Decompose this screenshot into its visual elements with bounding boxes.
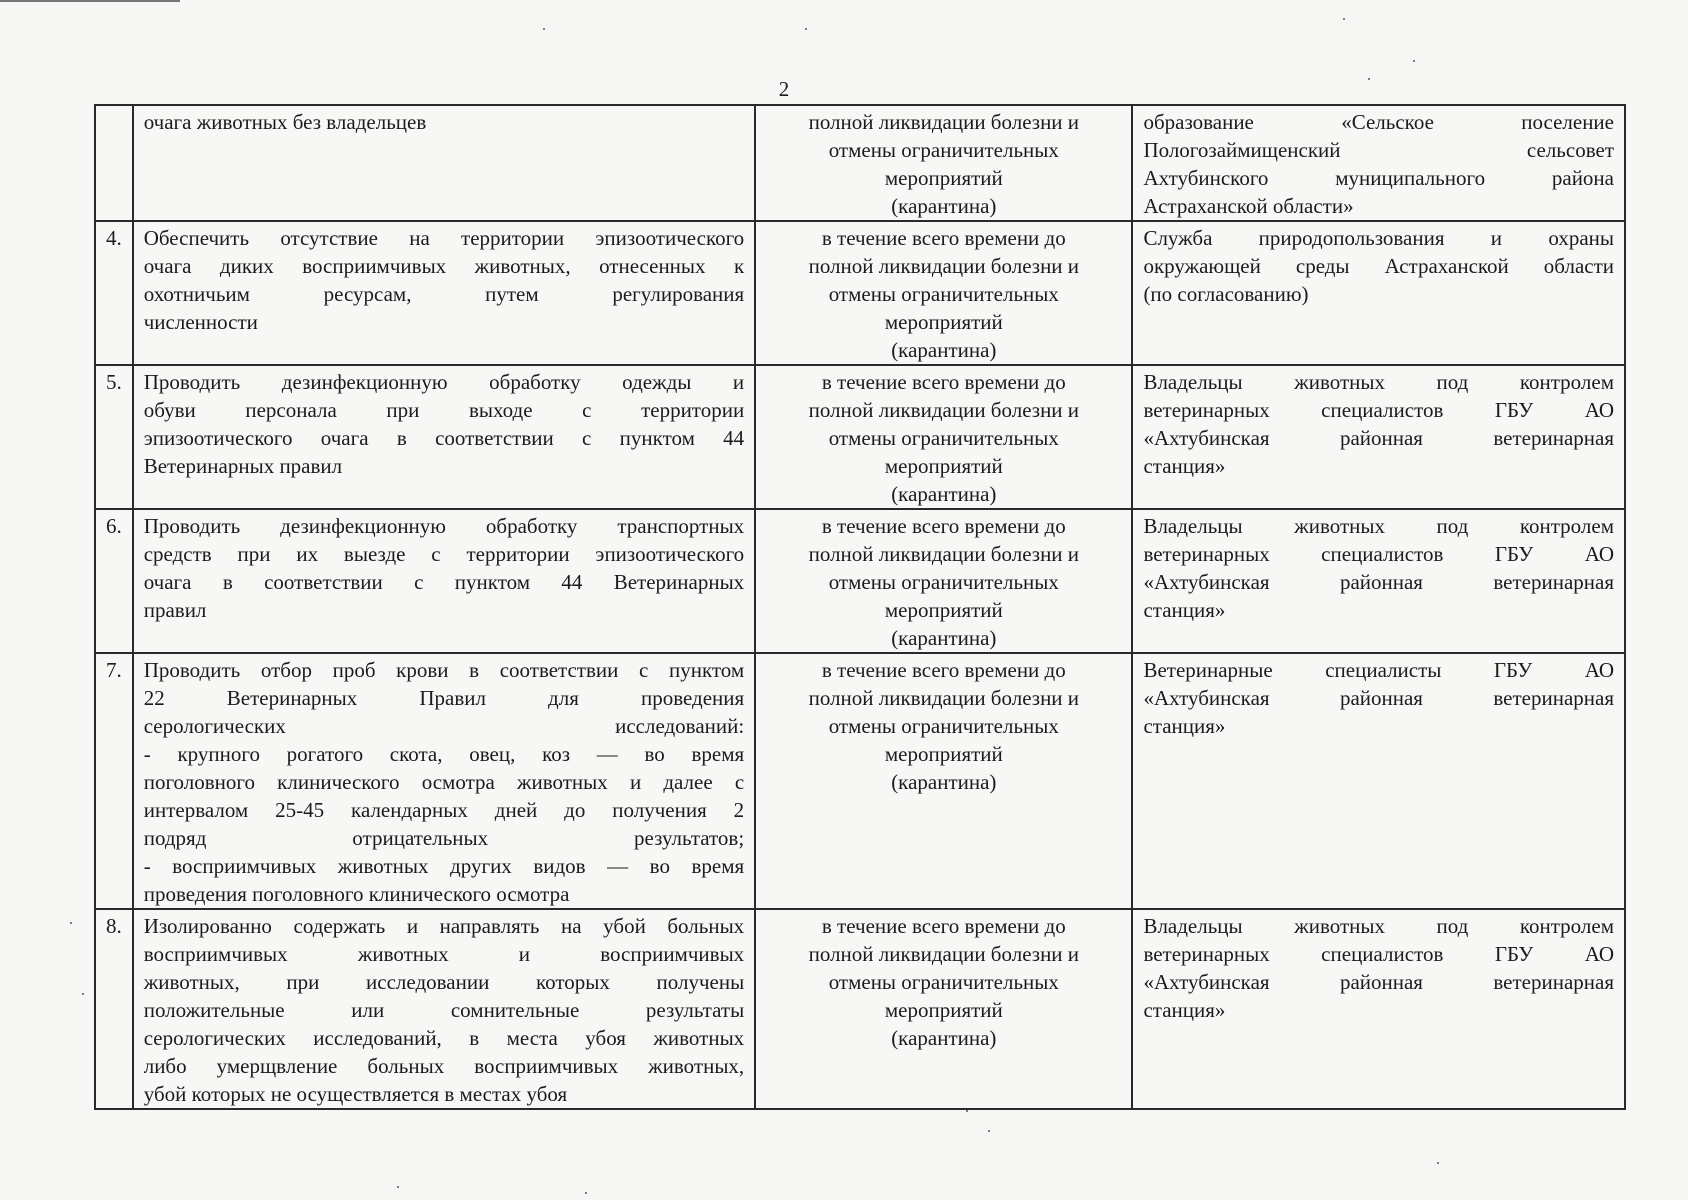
responsible-cell <box>1132 221 1625 365</box>
scan-speck <box>543 28 545 30</box>
term-line: полной ликвидации болезни и <box>808 110 1080 134</box>
measure-cell <box>133 909 755 1109</box>
responsible-line: станция» <box>1143 998 1226 1022</box>
measure-line: Проводить отбор проб крови в соответствии с пунктом <box>143 658 745 682</box>
measure-line: либо умерщвление больных восприимчивых животных, <box>143 1054 745 1078</box>
term-line: отмены ограничительных <box>828 138 1059 162</box>
term-line: в течение всего времени до <box>821 226 1066 250</box>
term-cell <box>755 365 1132 509</box>
measure-line: серологических исследований: <box>143 714 745 738</box>
term-cell <box>755 105 1132 221</box>
responsible-cell <box>1132 909 1625 1109</box>
responsible-line: станция» <box>1143 714 1226 738</box>
term-line: мероприятий <box>884 310 1003 334</box>
measure-line: серологических исследований, в места убоя животных <box>143 1026 745 1050</box>
responsible-line: Владельцы животных под контролем <box>1143 370 1614 394</box>
scan-speck <box>82 993 84 995</box>
responsible-line: ветеринарных специалистов ГБУ АО <box>1143 398 1614 422</box>
scan-speck <box>397 1186 399 1188</box>
measure-cell <box>133 105 755 221</box>
scan-speck <box>1437 1162 1439 1164</box>
measure-line: Проводить дезинфекционную обработку транспортных <box>143 514 745 538</box>
page-number: 2 <box>778 77 790 101</box>
responsible-cell <box>1132 105 1625 221</box>
responsible-line: Ветеринарные специалисты ГБУ АО <box>1143 658 1614 682</box>
measure-line: обуви персонала при выходе с территории <box>143 398 745 422</box>
responsible-line: (по согласованию) <box>1143 282 1309 306</box>
measure-line: очага диких восприимчивых животных, отнесенных к <box>143 254 745 278</box>
measure-line: - крупного рогатого скота, овец, коз — во время <box>143 742 745 766</box>
responsible-line: образование «Сельское поселение <box>1143 110 1614 134</box>
responsible-line: «Ахтубинская районная ветеринарная <box>1143 970 1614 994</box>
responsible-line: станция» <box>1143 454 1226 478</box>
term-line: (карантина) <box>891 482 997 506</box>
measure-line: эпизоотического очага в соответствии с пунктом 44 <box>143 426 745 450</box>
term-line: полной ликвидации болезни и <box>808 942 1080 966</box>
responsible-line: ветеринарных специалистов ГБУ АО <box>1143 542 1614 566</box>
scan-speck <box>988 1130 990 1132</box>
scan-speck <box>585 1192 587 1194</box>
measure-line: Обеспечить отсутствие на территории эпизоотического <box>143 226 745 250</box>
measure-line: интервалом 25-45 календарных дней до получения 2 <box>143 798 745 822</box>
scan-speck <box>805 28 807 30</box>
table-row <box>95 509 1625 653</box>
responsible-line: окружающей среды Астраханской области <box>1143 254 1614 278</box>
term-line: отмены ограничительных <box>828 282 1059 306</box>
measure-cell <box>133 365 755 509</box>
term-line: полной ликвидации болезни и <box>808 254 1080 278</box>
term-line: (карантина) <box>891 1026 997 1050</box>
responsible-line: Ахтубинского муниципального района <box>1143 166 1614 190</box>
term-line: полной ликвидации болезни и <box>808 686 1080 710</box>
term-line: в течение всего времени до <box>821 658 1066 682</box>
term-cell <box>755 653 1132 909</box>
responsible-cell <box>1132 365 1625 509</box>
scan-speck <box>1413 60 1415 62</box>
measure-cell <box>133 221 755 365</box>
term-line: отмены ограничительных <box>828 714 1059 738</box>
term-line: (карантина) <box>891 338 997 362</box>
measures-table-body <box>95 105 1625 1109</box>
measure-line: животных, при исследовании которых получены <box>143 970 745 994</box>
measure-line: Ветеринарных правил <box>143 454 343 478</box>
term-line: отмены ограничительных <box>828 570 1059 594</box>
term-line: мероприятий <box>884 166 1003 190</box>
responsible-line: «Ахтубинская районная ветеринарная <box>1143 570 1614 594</box>
term-line: мероприятий <box>884 454 1003 478</box>
table-row <box>95 909 1625 1109</box>
responsible-cell <box>1132 653 1625 909</box>
measure-line: правил <box>143 598 207 622</box>
responsible-line: Владельцы животных под контролем <box>1143 514 1614 538</box>
measure-line: охотничьим ресурсам, путем регулирования <box>143 282 745 306</box>
responsible-line: «Ахтубинская районная ветеринарная <box>1143 686 1614 710</box>
scan-speck <box>1343 18 1345 20</box>
measure-line: поголовного клинического осмотра животных и далее с <box>143 770 745 794</box>
responsible-line: «Ахтубинская районная ветеринарная <box>1143 426 1614 450</box>
measure-line: убой которых не осуществляется в местах убоя <box>143 1082 568 1106</box>
responsible-line: Астраханской области» <box>1143 194 1354 218</box>
measure-cell <box>133 509 755 653</box>
measure-line: численности <box>143 310 258 334</box>
measure-line: восприимчивых животных и восприимчивых <box>143 942 745 966</box>
responsible-line: Служба природопользования и охраны <box>1143 226 1614 250</box>
term-line: (карантина) <box>891 194 997 218</box>
responsible-line: Пологозаймищенский сельсовет <box>1143 138 1614 162</box>
term-line: (карантина) <box>891 626 997 650</box>
table-row <box>95 365 1625 509</box>
measure-line: Изолированно содержать и направлять на убой больных <box>143 914 745 938</box>
term-line: мероприятий <box>884 998 1003 1022</box>
term-line: отмены ограничительных <box>828 426 1059 450</box>
row-number: 4. <box>95 221 133 365</box>
row-number: 8. <box>95 909 133 1109</box>
term-cell <box>755 909 1132 1109</box>
measures-table <box>94 104 1626 1110</box>
scan-edge-mark <box>0 0 180 2</box>
term-cell <box>755 509 1132 653</box>
measure-line: Проводить дезинфекционную обработку одежды и <box>143 370 745 394</box>
measure-cell <box>133 653 755 909</box>
responsible-line: станция» <box>1143 598 1226 622</box>
responsible-cell <box>1132 509 1625 653</box>
responsible-line: ветеринарных специалистов ГБУ АО <box>1143 942 1614 966</box>
measure-line: - восприимчивых животных других видов — во время <box>143 854 745 878</box>
term-line: в течение всего времени до <box>821 514 1066 538</box>
table-row <box>95 105 1625 221</box>
table-row <box>95 653 1625 909</box>
table-row <box>95 221 1625 365</box>
scan-speck <box>1368 78 1370 80</box>
measure-line: очага в соответствии с пунктом 44 Ветеринарных <box>143 570 745 594</box>
scan-speck <box>966 1110 968 1112</box>
row-number: 5. <box>95 365 133 509</box>
measure-line: средств при их выезде с территории эпизоотического <box>143 542 745 566</box>
measure-line: положительные или сомнительные результаты <box>143 998 745 1022</box>
scan-speck <box>70 922 72 924</box>
term-line: мероприятий <box>884 598 1003 622</box>
row-number: 7. <box>95 653 133 909</box>
term-line: полной ликвидации болезни и <box>808 542 1080 566</box>
row-number: 6. <box>95 509 133 653</box>
measure-line: очага животных без владельцев <box>143 110 427 134</box>
measure-line: подряд отрицательных результатов; <box>143 826 745 850</box>
term-line: полной ликвидации болезни и <box>808 398 1080 422</box>
term-line: мероприятий <box>884 742 1003 766</box>
measure-line: 22 Ветеринарных Правил для проведения <box>143 686 745 710</box>
term-cell <box>755 221 1132 365</box>
term-line: в течение всего времени до <box>821 914 1066 938</box>
term-line: отмены ограничительных <box>828 970 1059 994</box>
row-number <box>95 105 133 221</box>
responsible-line: Владельцы животных под контролем <box>1143 914 1614 938</box>
term-line: (карантина) <box>891 770 997 794</box>
measure-line: проведения поголовного клинического осмотра <box>143 882 570 906</box>
term-line: в течение всего времени до <box>821 370 1066 394</box>
